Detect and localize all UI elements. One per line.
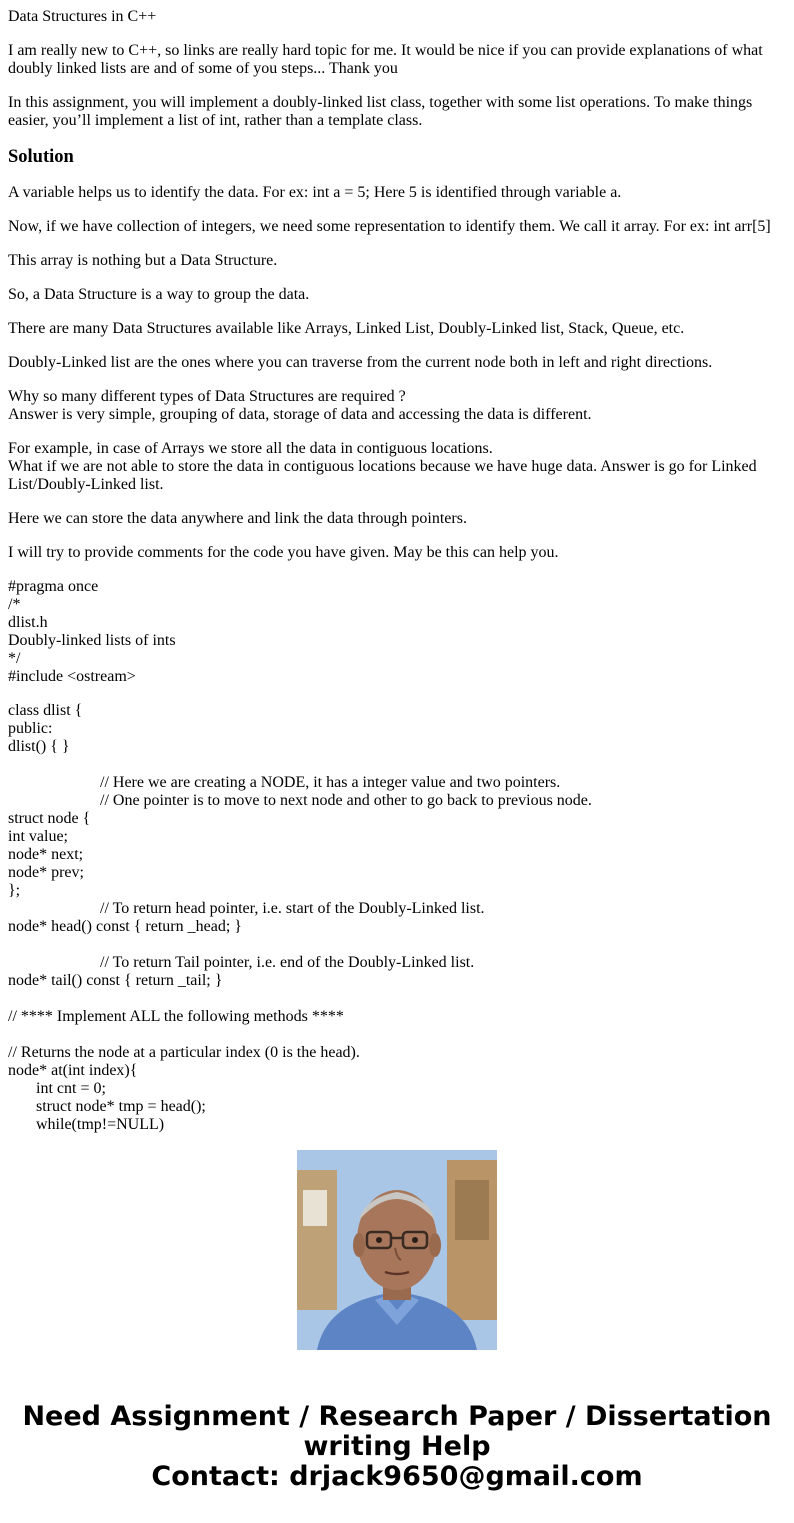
code-line: struct node { — [8, 810, 91, 827]
code-line: // To return Tail pointer, i.e. end of the Doubly-Linked list. — [8, 954, 475, 971]
solution-paragraph: Now, if we have collection of integers, we need some representation to identify them. We call it array. For ex: int arr[5] — [8, 218, 771, 235]
code-line: node* prev; — [8, 864, 84, 881]
portrait-image — [297, 1150, 497, 1350]
code-line: public: — [8, 720, 53, 737]
code-block-header — [8, 578, 786, 686]
code-line: class dlist { — [8, 702, 83, 719]
code-line: dlist.h — [8, 614, 48, 631]
cta-contact: Contact: drjack9650@gmail.com — [151, 1461, 643, 1492]
solution-paragraph: There are many Data Structures available like Arrays, Linked List, Doubly-Linked list, Stack, Queue, etc. — [8, 320, 685, 337]
why-paragraph — [8, 388, 786, 424]
code-line: struct node* tmp = head(); — [8, 1098, 206, 1115]
why-question: Why so many different types of Data Structures are required ? — [8, 388, 406, 405]
footer — [0, 1150, 794, 1492]
code-line — [8, 1026, 786, 1044]
code-line: */ — [8, 650, 21, 667]
example-paragraph — [8, 440, 786, 494]
assignment-text: In this assignment, you will implement a doubly-linked list class, together with some list operations. To make things easier, you’ll implement a list of int, rather than a template class. — [8, 94, 753, 129]
question-title: Data Structures in C++ — [8, 8, 157, 25]
code-line: Doubly-linked lists of ints — [8, 632, 176, 649]
code-line: #include <ostream> — [8, 668, 136, 685]
solution-paragraph: So, a Data Structure is a way to group the data. — [8, 286, 310, 303]
code-line: int cnt = 0; — [8, 1080, 106, 1097]
code-line: node* head() const { return _head; } — [8, 918, 242, 935]
code-line: // To return head pointer, i.e. start of the Doubly-Linked list. — [8, 900, 485, 917]
cta-line: Need Assignment / Research Paper / Dissertation writing Help — [22, 1401, 772, 1462]
code-line: node* tail() const { return _tail; } — [8, 972, 223, 989]
code-line: while(tmp!=NULL) — [8, 1116, 165, 1133]
code-line: dlist() { } — [8, 738, 70, 755]
code-line: node* at(int index){ — [8, 1062, 138, 1079]
code-line: // **** Implement ALL the following methods **** — [8, 1008, 344, 1025]
example-line: What if we are not able to store the data in contiguous locations because we have huge data. Answer is go for Linked List/Doubly-Linked list. — [8, 458, 757, 493]
why-answer: Answer is very simple, grouping of data, storage of data and accessing the data is different. — [8, 406, 592, 423]
code-line — [8, 936, 786, 954]
code-line: }; — [8, 882, 21, 899]
contact-banner — [0, 1402, 794, 1492]
code-line: node* next; — [8, 846, 84, 863]
question-body: I am really new to C++, so links are really hard topic for me. It would be nice if you can provide explanations of what doubly linked lists are and of some of you steps... Thank you — [8, 42, 763, 77]
code-line: int value; — [8, 828, 68, 845]
code-line: /* — [8, 596, 21, 613]
code-line: // Returns the node at a particular index (0 is the head). — [8, 1044, 360, 1061]
code-line — [8, 756, 786, 774]
code-line: #pragma once — [8, 578, 99, 595]
document — [8, 8, 786, 1133]
author-portrait — [297, 1150, 497, 1350]
code-line — [8, 990, 786, 1008]
code-line: // One pointer is to move to next node and other to go back to previous node. — [8, 792, 592, 809]
comments-text: I will try to provide comments for the code you have given. May be this can help you. — [8, 544, 559, 561]
solution-paragraph: Doubly-Linked list are the ones where you can traverse from the current node both in left and right directions. — [8, 354, 713, 371]
code-line: // Here we are creating a NODE, it has a integer value and two pointers. — [8, 774, 561, 791]
solution-heading: Solution — [8, 147, 74, 167]
solution-paragraph: A variable helps us to identify the data. For ex: int a = 5; Here 5 is identified through variable a. — [8, 184, 622, 201]
solution-paragraph: This array is nothing but a Data Structure. — [8, 252, 278, 269]
pointers-text: Here we can store the data anywhere and link the data through pointers. — [8, 510, 467, 527]
code-block-class — [8, 702, 786, 1133]
example-line: For example, in case of Arrays we store all the data in contiguous locations. — [8, 440, 493, 457]
